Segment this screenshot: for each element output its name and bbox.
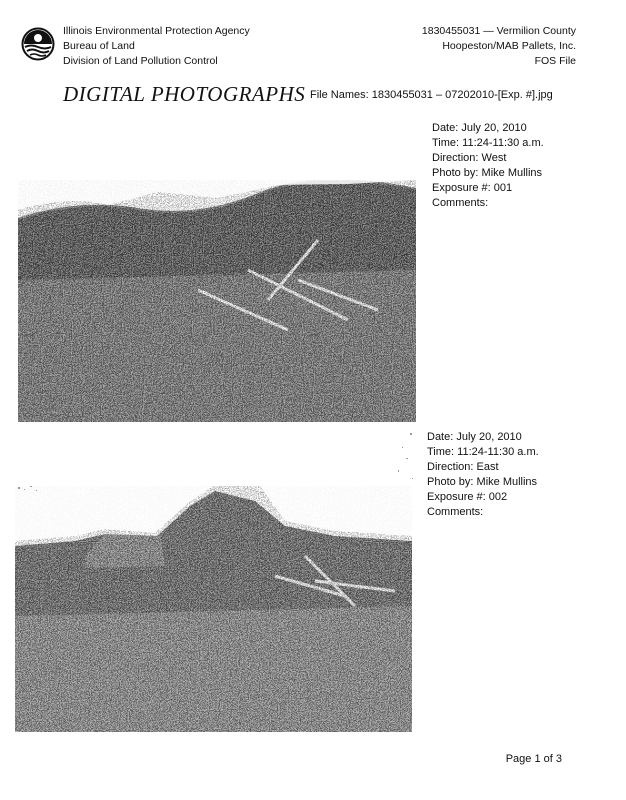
site-id-county: 1830455031 — Vermilion County	[421, 25, 576, 37]
agency-name: Illinois Environmental Protection Agency	[63, 25, 250, 37]
photo-direction: Direction: West	[432, 152, 507, 164]
photo-time: Time: 11:24-11:30 a.m.	[432, 137, 544, 149]
photo-time: Time: 11:24-11:30 a.m.	[427, 446, 539, 458]
photo-comments: Comments:	[427, 506, 484, 518]
photo-photographer: Photo by: Mike Mullins	[432, 167, 543, 179]
file-names: File Names: 1830455031 – 07202010-[Exp. #].jpg	[310, 89, 553, 101]
site-name: Hoopeston/MAB Pallets, Inc.	[442, 40, 576, 52]
photo-date: Date: July 20, 2010	[427, 431, 522, 443]
page-title: DIGITAL PHOTOGRAPHS	[63, 82, 306, 106]
photo-direction: Direction: East	[427, 461, 499, 473]
photo-comments: Comments:	[432, 197, 489, 209]
page-number: Page 1 of 3	[505, 753, 562, 765]
bureau-name: Bureau of Land	[63, 40, 135, 52]
file-type: FOS File	[534, 55, 576, 67]
photo-exposure: Exposure #: 002	[427, 491, 508, 503]
photo-exposure: Exposure #: 001	[432, 182, 513, 194]
photo-photographer: Photo by: Mike Mullins	[427, 476, 538, 488]
photo-date: Date: July 20, 2010	[432, 122, 527, 134]
division-name: Division of Land Pollution Control	[63, 55, 218, 67]
